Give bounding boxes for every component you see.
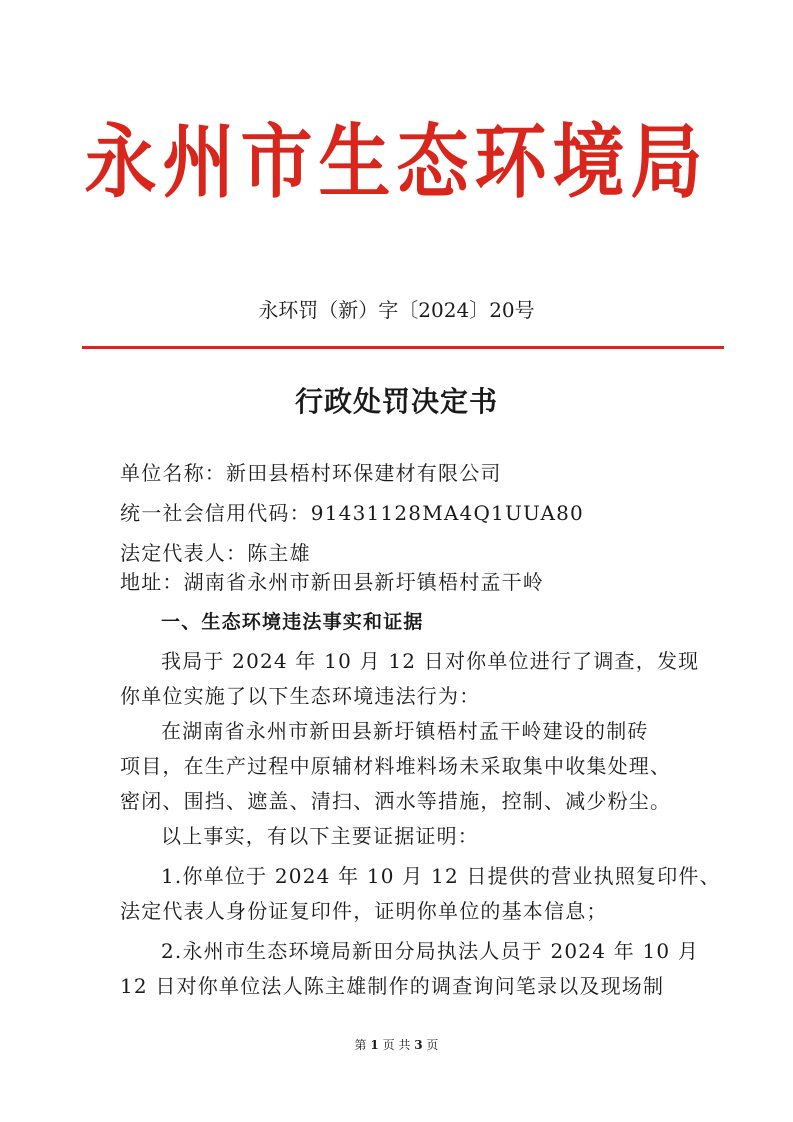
credit-code-line: 统一社会信用代码：91431128MA4Q1UUA80 bbox=[120, 501, 584, 525]
paragraph-line: 你单位实施了以下生态环境违法行为： bbox=[120, 684, 481, 708]
current-page-number: 1 bbox=[370, 1038, 379, 1052]
address-line: 地址：湖南省永州市新田县新圩镇梧村孟干岭 bbox=[120, 570, 544, 594]
paragraph-line: 密闭、围挡、遮盖、清扫、洒水等措施，控制、减少粉尘。 bbox=[120, 789, 672, 813]
total-pages-number: 3 bbox=[414, 1038, 423, 1052]
footer-prefix: 第 bbox=[354, 1038, 367, 1052]
paragraph-line: 在湖南省永州市新田县新圩镇梧村孟干岭建设的制砖 bbox=[161, 719, 649, 743]
paragraph-line: 2.永州市生态环境局新田分局执法人员于 2024 年 10 月 bbox=[161, 939, 700, 963]
paragraph-line: 法定代表人身份证复印件，证明你单位的基本信息； bbox=[120, 899, 608, 923]
footer-middle: 页 共 bbox=[382, 1038, 411, 1052]
legal-rep-line: 法定代表人：陈主雄 bbox=[120, 541, 311, 565]
agency-letterhead: 永州市生态环境局 bbox=[84, 113, 709, 210]
paragraph-line: 1.你单位于 2024 年 10 月 12 日提供的营业执照复印件、 bbox=[161, 864, 721, 888]
section-heading: 一、生态环境违法事实和证据 bbox=[161, 611, 424, 633]
paragraph-line: 12 日对你单位法人陈主雄制作的调查询问笔录以及现场制 bbox=[120, 974, 665, 998]
document-number: 永环罚（新）字〔2024〕20号 bbox=[258, 298, 535, 322]
document-title: 行政处罚决定书 bbox=[294, 385, 498, 418]
paragraph-line: 以上事实，有以下主要证据证明： bbox=[161, 824, 479, 848]
page-footer bbox=[0, 1036, 793, 1054]
paragraph-line: 项目，在生产过程中原辅材料堆料场未采取集中收集处理、 bbox=[120, 754, 672, 778]
unit-name-line: 单位名称：新田县梧村环保建材有限公司 bbox=[120, 461, 502, 485]
footer-suffix: 页 bbox=[426, 1038, 439, 1052]
red-divider-line bbox=[82, 346, 724, 349]
paragraph-line: 我局于 2024 年 10 月 12 日对你单位进行了调查，发现 bbox=[161, 649, 700, 673]
